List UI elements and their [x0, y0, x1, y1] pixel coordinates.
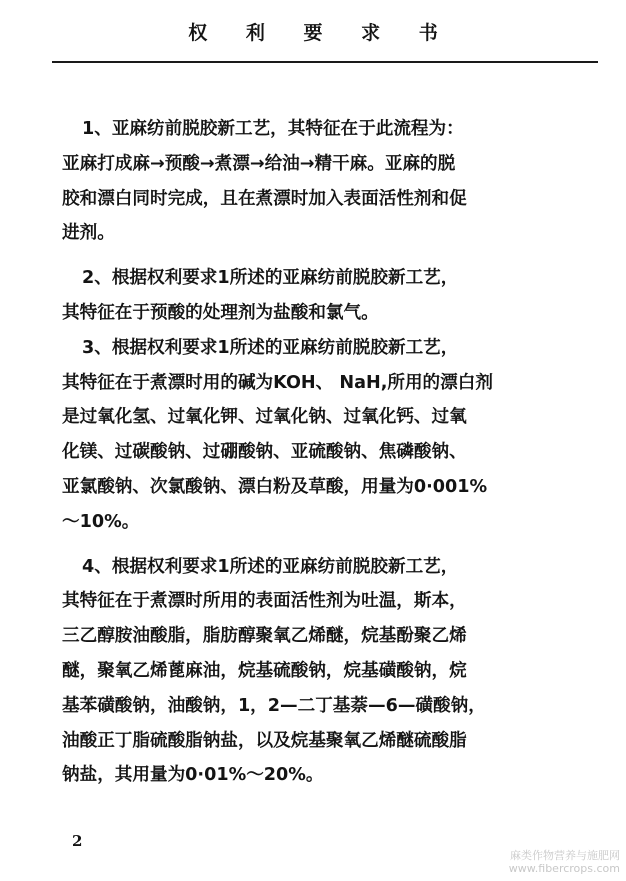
site-watermark	[509, 849, 620, 875]
watermark-site-name: 麻类作物营养与施肥网	[510, 849, 620, 862]
page-title: 权 利 要 求 书	[188, 22, 454, 44]
claim-4	[62, 550, 562, 794]
watermark-url: www.fibercrops.com	[508, 862, 620, 875]
claim-line: 4、根据权利要求1所述的亚麻纺前脱胶新工艺，	[82, 556, 459, 577]
header-divider	[52, 61, 598, 63]
claim-line: 亚氯酸钠、次氯酸钠、漂白粉及草酸，用量为0·001%	[62, 476, 488, 497]
claim-spacer	[62, 251, 562, 261]
claim-line: ～10%。	[62, 511, 140, 532]
claim-line: 三乙醇胺油酸脂，脂肪醇聚氧乙烯醚，烷基酚聚乙烯	[62, 626, 467, 647]
claim-line: 醚，聚氧乙烯蓖麻油，烷基硫酸钠，烷基磺酸钠，烷	[62, 660, 467, 681]
claim-line: 其特征在于煮漂时用的碱为KOH、 NaH,所用的漂白剂	[62, 372, 493, 393]
claim-line: 是过氧化氢、过氧化钾、过氧化钠、过氧化钙、过氧	[62, 407, 467, 428]
claim-2	[62, 261, 562, 331]
page-number: 2	[72, 832, 83, 850]
claim-line: 基苯磺酸钠，油酸钠，1，2—二丁基萘—6—磺酸钠，	[62, 695, 486, 716]
claim-line: 化镁、过碳酸钠、过硼酸钠、亚硫酸钠、焦磷酸钠、	[62, 442, 467, 463]
claim-line: 亚麻打成麻→预酸→煮漂→给油→精干麻。亚麻的脱	[62, 153, 456, 174]
claim-line: 钠盐，其用量为0·01%～20%。	[62, 765, 324, 786]
claim-spacer	[62, 540, 562, 550]
claims-body	[62, 112, 562, 793]
claim-3	[62, 331, 562, 540]
claim-line: 进剂。	[62, 223, 115, 244]
claim-line: 其特征在于煮漂时所用的表面活性剂为吐温，斯本，	[62, 591, 467, 612]
claim-line: 油酸正丁脂硫酸脂钠盐，以及烷基聚氧乙烯醚硫酸脂	[62, 730, 467, 751]
claim-1	[62, 112, 562, 251]
claim-line: 1、亚麻纺前脱胶新工艺，其特征在于此流程为：	[82, 119, 464, 139]
claim-line: 2、根据权利要求1所述的亚麻纺前脱胶新工艺，	[82, 268, 459, 289]
claim-line: 3、根据权利要求1所述的亚麻纺前脱胶新工艺，	[82, 337, 459, 358]
claim-line: 胶和漂白同时完成，且在煮漂时加入表面活性剂和促	[62, 188, 467, 209]
claim-line: 其特征在于预酸的处理剂为盐酸和氯气。	[62, 302, 379, 323]
